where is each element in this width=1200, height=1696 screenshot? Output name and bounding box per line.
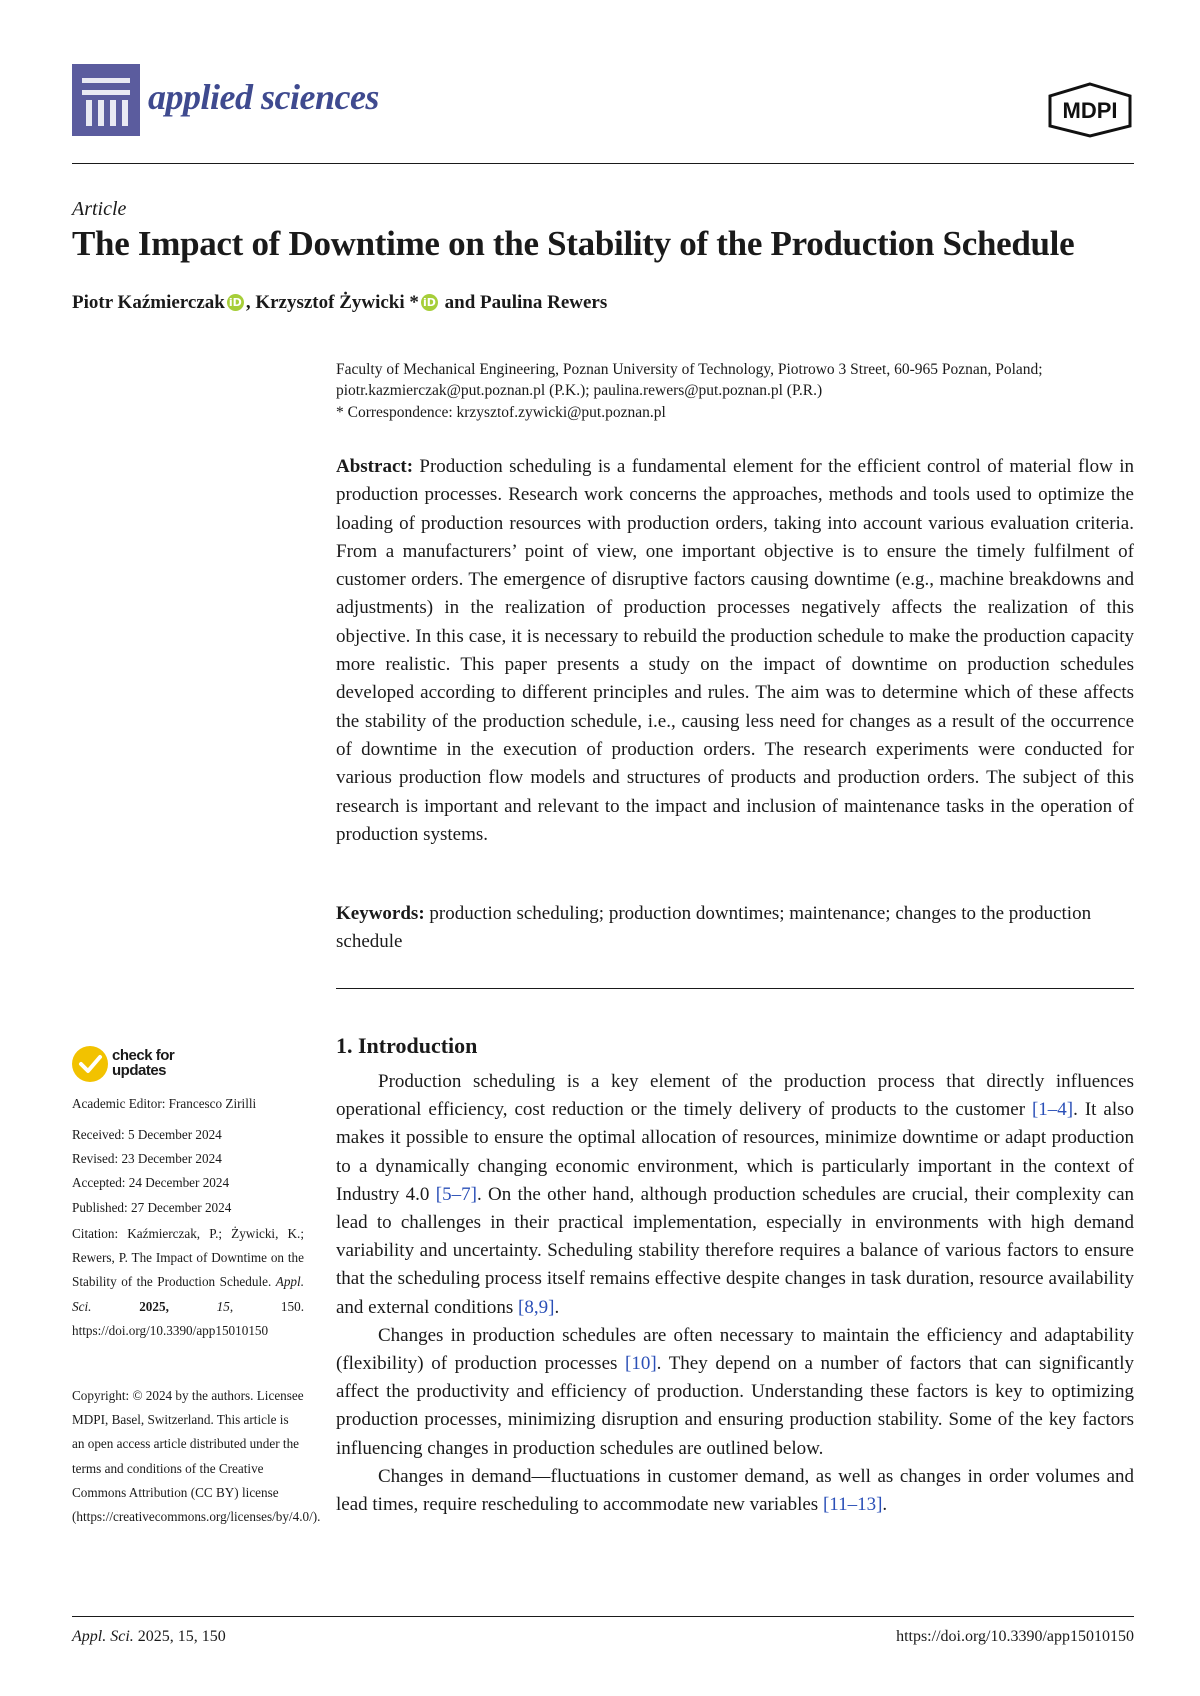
journal-logo [72,64,140,136]
orcid-icon[interactable]: iD [421,294,438,311]
reference-link[interactable]: [8,9] [518,1296,555,1318]
author-name[interactable]: Paulina Rewers [480,292,608,313]
author-list [72,292,607,314]
mdpi-logo-text: MDPI [1062,98,1118,123]
footer-volume: 2025, 15, 150 [133,1628,226,1645]
keywords [336,900,1134,956]
paragraph [336,1068,1134,1322]
citation-year: 2025, [91,1298,217,1314]
reference-link[interactable]: [1–4] [1031,1099,1074,1121]
paragraph-text: . It also makes it possible to ensure the optimal allocation of resources, minimize downtime or adapt production to a dynamically changing economic environment, which is particularly important in the context of Industry 4.0 [336,1099,1134,1205]
affiliation-emails[interactable]: piotr.kazmierczak@put.poznan.pl (P.K.); paulina.rewers@put.poznan.pl (P.R.) [336,382,823,399]
abstract-label: Abstract: [336,456,414,477]
citation-volume: 15 [216,1298,230,1314]
reference-link[interactable]: [10] [625,1353,657,1375]
abstract-divider [336,988,1134,989]
author-separator: * [404,292,419,313]
affiliation-line: Faculty of Mechanical Engineering, Poznan University of Technology, Piotrowo 3 Street, 60-965 Poznan, Poland; [336,361,1043,378]
author-name[interactable]: Piotr Kaźmierczak [72,292,225,313]
introduction-body [336,1068,1134,1519]
published-date: Published: 27 December 2024 [72,1199,232,1215]
check-updates-text [112,1048,174,1078]
article-type: Article [72,198,127,220]
paragraph-text: . They depend on a number of factors that can significantly affect the productivity and efficiency of production. Understanding these factors is key to optimizing production processes, minimizing disruption and ensuring production stability. Some of the key factors influencing changes in production schedules are outlined below. [336,1353,1134,1459]
footer-divider [72,1616,1134,1617]
footer-journal: Appl. Sci. [72,1628,134,1645]
check-icon [72,1046,108,1082]
footer-citation [72,1628,226,1646]
paragraph-text: . [882,1494,888,1516]
correspondence[interactable]: * Correspondence: krzysztof.zywicki@put.poznan.pl [336,404,666,421]
paragraph-text: Production scheduling is a key element of the production process that directly influences operational efficiency, cost reduction or the timely delivery of products to the customer [336,1071,1134,1121]
paragraph-text: . On the other hand, although production schedules are crucial, their complexity can lead to challenges in their practical implementation, especially in environments with high demand variability and uncertainty. Scheduling stability therefore requires a balance of various factors to ensure that the scheduling process itself remains effective despite changes in task duration, resource availability and external conditions [336,1183,1135,1318]
paragraph [336,1463,1134,1519]
header-divider [72,163,1134,164]
abstract [336,453,1134,849]
received-date: Received: 5 December 2024 [72,1127,222,1142]
abstract-text: Production scheduling is a fundamental element for the efficient control of material flow in production processes. Research work concerns the approaches, methods and tools used to optimize the loading of production resources with production orders, taking into account various evaluation criteria. From a manufacturers’ point of view, one important objective is to ensure the timely fulfilment of customer orders. The emergence of disruptive factors causing downtime (e.g., machine breakdowns and adjustments) in the realization of production processes negatively affects the realization of this objective. In this case, it is necessary to rebuild the production schedule to make the production capacity more realistic. This paper presents a study on the impact of downtime on production schedules developed according to different principles and rules. The aim was to determine which of these affects the stability of the production schedule, i.e., causing less need for changes as a result of the occurrence of downtime in the execution of production orders. The research experiments were conducted for various production flow models and structures of products and production orders. The subject of this research is important and relevant to the impact and inclusion of maintenance tasks in the operation of production systems. [336,456,1134,845]
reference-link[interactable]: [11–13] [822,1494,883,1516]
citation-text: Citation: Kaźmierczak, P.; Żywicki, K.; Rewers, P. The Impact of Downtime on the Stability of the Production Schedule. [72,1226,304,1290]
paragraph [336,1322,1134,1463]
copyright-notice: Copyright: © 2024 by the authors. Licensee MDPI, Basel, Switzerland. This article is an open access article distributed under the terms and conditions of the Creative Commons Attribution (CC BY) license (https://creativecommons.org/licenses/by/4.0/). [72,1388,321,1525]
author-name[interactable]: Krzysztof Żywicki [255,292,405,313]
citation [72,1222,304,1343]
paragraph-text: . [554,1296,560,1318]
revised-date: Revised: 23 December 2024 [72,1151,222,1167]
author-separator: , [245,292,256,313]
keywords-label: Keywords: [336,903,425,924]
citation-journal: Appl. Sci. [72,1274,304,1314]
paper-title: The Impact of Downtime on the Stability of the Production Schedule [72,224,1075,263]
check-for-updates-badge[interactable] [72,1046,192,1084]
reference-link[interactable]: [5–7] [435,1183,477,1205]
paragraph-text: Changes in demand—fluctuations in customer demand, as well as changes in order volumes and lead times, require rescheduling to accommodate new variables [336,1465,1134,1516]
footer-doi-link[interactable]: https://doi.org/10.3390/app15010150 [896,1628,1134,1645]
mdpi-logo [1046,82,1134,138]
citation-doi[interactable]: , 150. https://doi.org/10.3390/app15010150 [72,1298,304,1338]
check-updates-line: updates [112,1062,167,1079]
publication-dates [72,1123,231,1220]
keywords-text: production scheduling; production downtimes; maintenance; changes to the production schedule [336,903,1092,952]
orcid-icon[interactable]: iD [227,294,244,311]
academic-editor: Academic Editor: Francesco Zirilli [72,1096,257,1111]
accepted-date: Accepted: 24 December 2024 [72,1175,230,1191]
check-updates-line: check for [112,1047,175,1064]
journal-name: applied sciences [148,77,379,117]
section-heading: 1. Introduction [336,1033,478,1058]
author-separator: and [439,292,481,313]
paragraph-text: Changes in production schedules are often necessary to maintain the efficiency and adaptability (flexibility) of production processes [336,1324,1134,1375]
